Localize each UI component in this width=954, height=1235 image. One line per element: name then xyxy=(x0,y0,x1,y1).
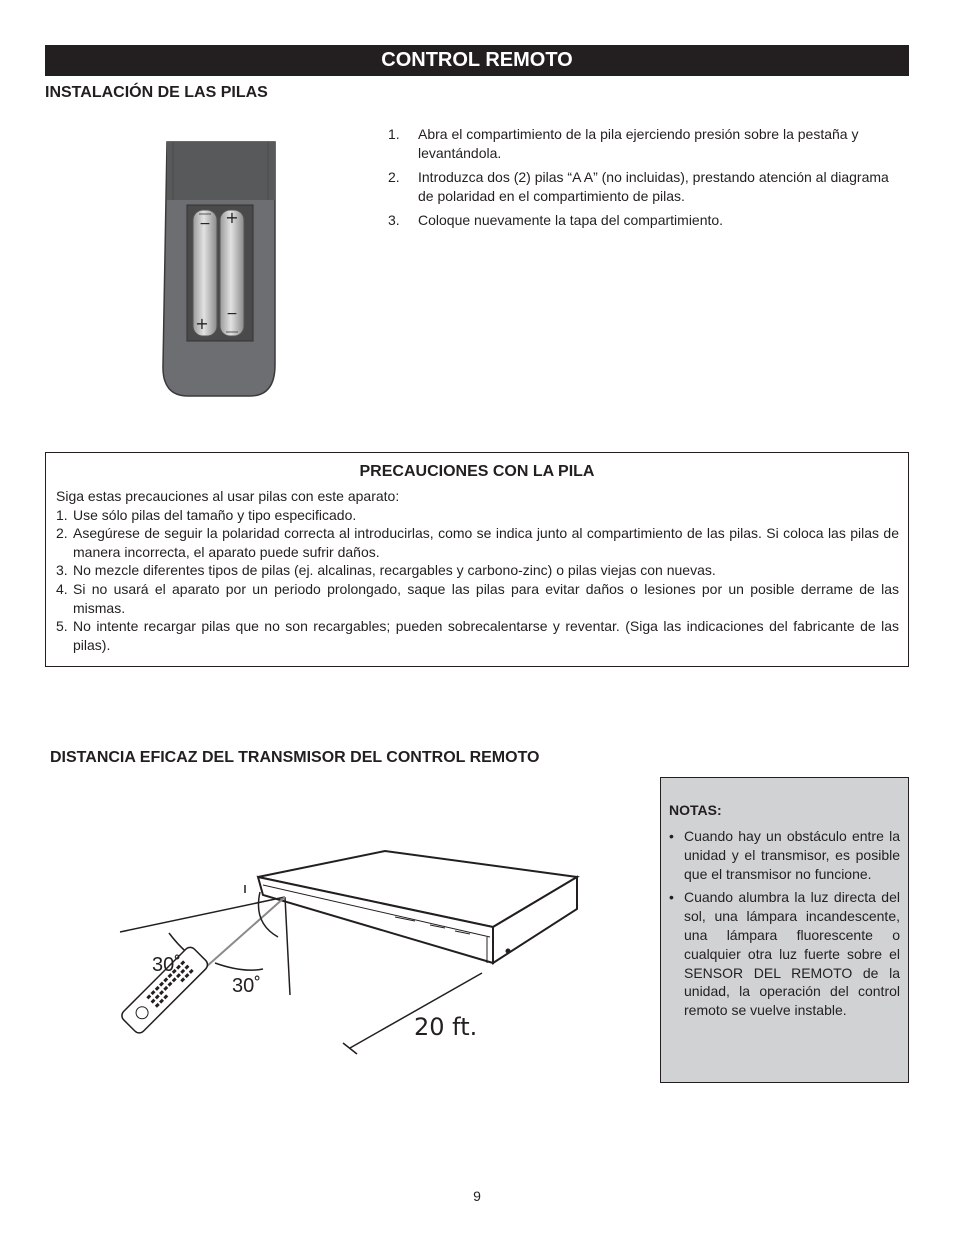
precaution-item xyxy=(56,617,899,654)
precautions-intro: Siga estas precauciones al usar pilas con este aparato: xyxy=(56,488,400,504)
polarity-plus-left: + xyxy=(195,314,209,333)
precaution-text: No mezcle diferentes tipos de pilas (ej. alcalinas, recargables y carbono-zinc) o pilas viejas con nuevas. xyxy=(73,562,716,579)
notes-list xyxy=(669,827,900,1025)
precaution-text: Asegúrese de seguir la polaridad correcta al introducirlas, como se indica junto al compartimiento de las pilas. Si coloca las pilas de manera incorrecta, el aparato puede sufrir daños. xyxy=(73,525,899,560)
polarity-plus-right: + xyxy=(225,208,239,227)
precaution-number: 4. xyxy=(56,580,68,597)
precaution-number: 1. xyxy=(56,506,68,523)
range-label: 20 ft. xyxy=(414,1013,478,1041)
bullet: • xyxy=(669,889,674,906)
angle-lower-label: 30˚ xyxy=(232,975,261,997)
step-number: 2. xyxy=(388,169,400,185)
install-step xyxy=(388,168,908,206)
precautions-title: PRECAUCIONES CON LA PILA xyxy=(359,463,595,480)
page-title: CONTROL REMOTO xyxy=(45,45,909,76)
install-heading: INSTALACIÓN DE LAS PILAS xyxy=(45,84,268,101)
install-step xyxy=(388,211,908,230)
page-number: 9 xyxy=(473,1188,481,1204)
notes-box xyxy=(660,777,909,1083)
precaution-text: No intente recargar pilas que no son recargables; pueden sobrecalentarse y reventar. (Siga las indicaciones del fabricante de las pilas). xyxy=(73,618,899,653)
bullet: • xyxy=(669,828,674,844)
angle-upper-label: 30˚ xyxy=(152,954,181,976)
note-text: Cuando alumbra la luz directa del sol, una lámpara incandescente, una lámpara fluorescente o cualquier otra luz fuerte sobre el SENSOR DEL REMOTO de la unidad, la operación del control remoto se vuelve instable. xyxy=(684,889,900,1019)
notes-title: NOTAS: xyxy=(669,802,722,818)
remote-battery-illustration xyxy=(150,130,290,400)
step-number: 1. xyxy=(388,126,400,142)
note-text: Cuando hay un obstáculo entre la unidad y el transmisor, es posible que el transmisor no funcione. xyxy=(684,828,900,882)
step-text: Coloque nuevamente la tapa del compartimiento. xyxy=(418,212,724,228)
precaution-item xyxy=(56,561,899,580)
install-step xyxy=(388,125,908,163)
precaution-text: Si no usará el aparato por un periodo prolongado, saque las pilas para evitar daños o lesiones por un posible derrame de las mismas. xyxy=(73,580,899,616)
note-item xyxy=(669,827,900,883)
step-number: 3. xyxy=(388,212,400,228)
precaution-text: Use sólo pilas del tamaño y tipo especificado. xyxy=(73,506,357,523)
player-unit xyxy=(258,851,577,963)
distance-heading: DISTANCIA EFICAZ DEL TRANSMISOR DEL CONTROL REMOTO xyxy=(50,749,540,766)
precaution-item xyxy=(56,524,899,561)
precautions-box xyxy=(45,452,909,667)
install-steps xyxy=(388,125,908,235)
precaution-item xyxy=(56,580,899,617)
precaution-number: 5. xyxy=(56,618,68,635)
distance-diagram xyxy=(95,845,595,1075)
polarity-minus-left: − xyxy=(199,216,211,232)
polarity-minus-right: − xyxy=(226,306,238,322)
step-text: Introduzca dos (2) pilas “A A” (no incluidas), prestando atención al diagrama de polaridad en el compartimiento de pilas. xyxy=(418,169,889,204)
precaution-number: 2. xyxy=(56,525,68,542)
step-text: Abra el compartimiento de la pila ejerciendo presión sobre la pestaña y levantándola. xyxy=(418,126,859,161)
precaution-item xyxy=(56,506,899,525)
precaution-number: 3. xyxy=(56,562,68,579)
note-item xyxy=(669,888,900,1020)
precautions-list xyxy=(56,487,899,654)
